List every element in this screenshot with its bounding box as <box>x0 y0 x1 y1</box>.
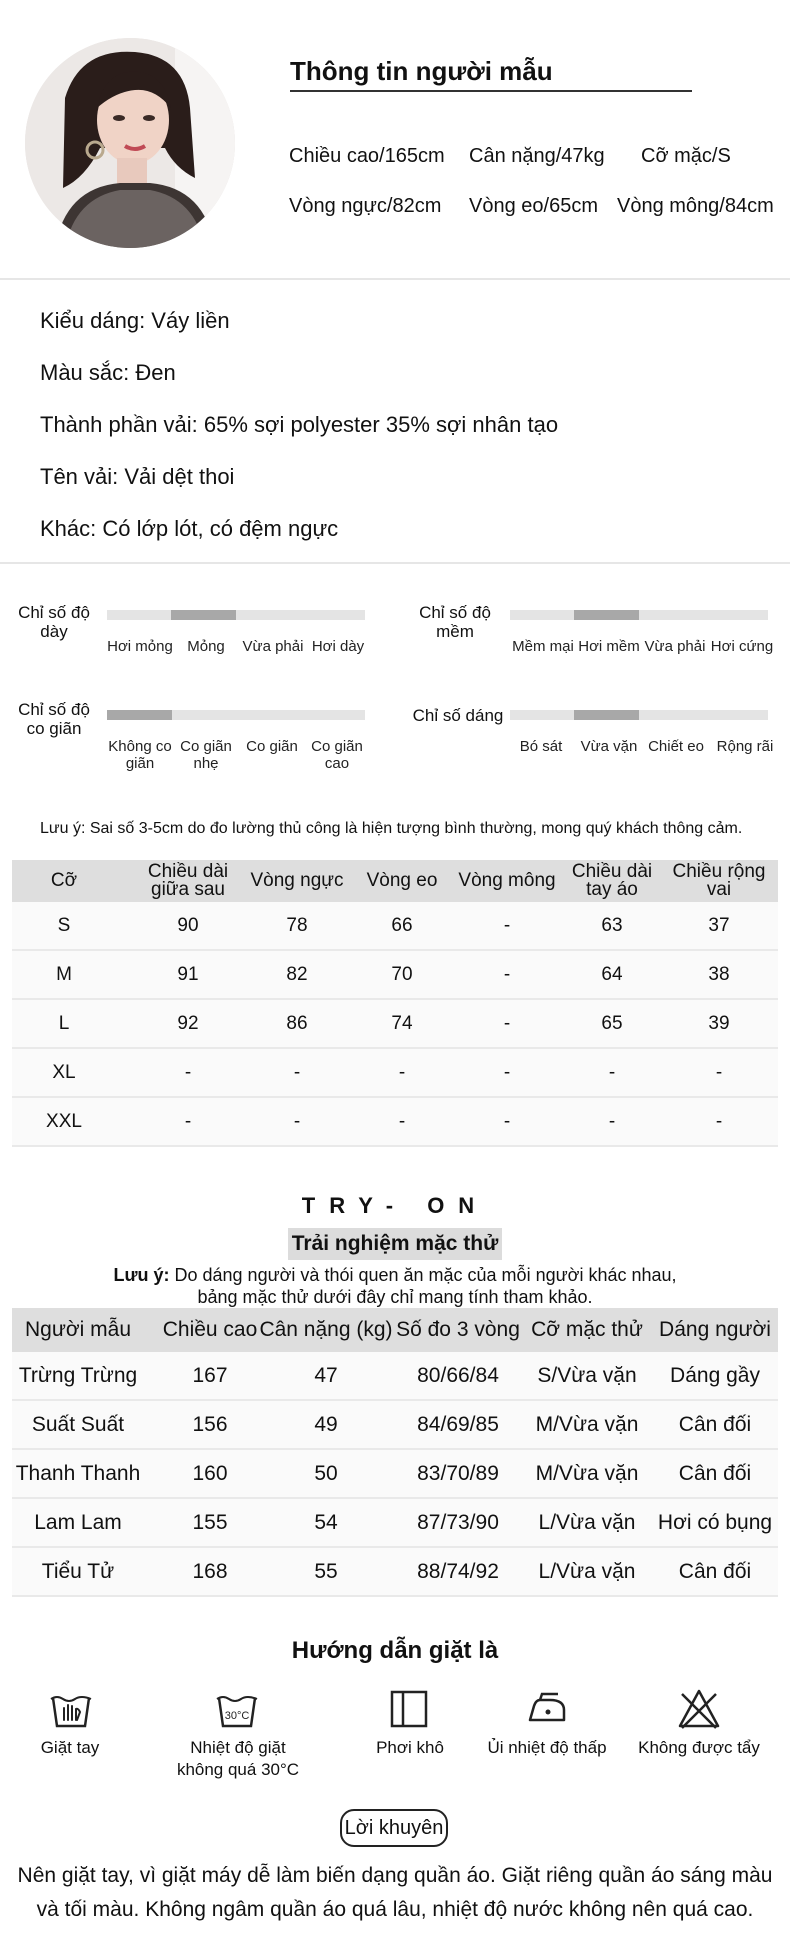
table-cell: M <box>56 963 72 985</box>
table-cell: - <box>608 1061 616 1083</box>
table-cell: L/Vừa vặn <box>538 1559 636 1583</box>
model-height: Chiều cao/165cm <box>289 145 445 167</box>
thickness-option: Vừa phải <box>242 638 304 655</box>
thickness-selected-fill <box>171 610 236 620</box>
header-cell: Chiều cao <box>162 1318 258 1341</box>
header-cell: Chiều rộng vai <box>672 861 766 900</box>
table-cell: Hơi có bụng <box>657 1510 773 1534</box>
stretch-selected-fill <box>107 710 172 720</box>
stretch-option: Co giãn <box>246 738 298 755</box>
product-color: Màu sắc: Đen <box>40 360 176 385</box>
table-cell: Suất Suất <box>31 1412 125 1436</box>
fit-option: Rộng rãi <box>716 738 774 755</box>
fit-option: Bó sát <box>519 738 563 755</box>
table-cell: 168 <box>192 1559 228 1583</box>
size-table-row <box>12 1098 778 1147</box>
table-cell: - <box>715 1110 723 1132</box>
stretch-option: Không co giãn <box>108 738 172 772</box>
size-table-header <box>12 860 778 902</box>
stretch-index-label: Chỉ số độ co giãn <box>18 700 90 738</box>
fit-option: Vừa vặn <box>580 738 638 755</box>
table-cell: 38 <box>708 963 730 985</box>
tryon-note-bold: Lưu ý: <box>113 1265 170 1285</box>
tryon-table-row <box>12 1401 778 1450</box>
table-cell: Cân đối <box>678 1412 752 1436</box>
product-fabric-name: Tên vải: Vải dệt thoi <box>40 464 235 489</box>
wash-guide-title: Hướng dẫn giặt là <box>291 1637 499 1664</box>
table-cell: 84/69/85 <box>417 1412 499 1436</box>
header-cell: Vòng ngực <box>250 870 344 891</box>
header-cell: Cân nặng (kg) <box>259 1318 393 1341</box>
product-other: Khác: Có lớp lót, có đệm ngực <box>40 516 339 541</box>
tryon-subtitle: Trải nghiệm mặc thử <box>288 1228 502 1260</box>
table-cell: Cân đối <box>678 1461 752 1485</box>
header-cell: Vòng mông <box>458 870 556 891</box>
no-bleach-icon <box>676 1686 722 1732</box>
table-cell: 80/66/84 <box>417 1363 499 1387</box>
size-table-row <box>12 902 778 951</box>
table-cell: - <box>503 1061 511 1083</box>
table-cell: - <box>715 1061 723 1083</box>
model-waist: Vòng eo/65cm <box>469 195 598 217</box>
wash-label: Ủi nhiệt độ thấp <box>487 1738 607 1757</box>
table-cell: 70 <box>391 963 413 985</box>
wash-30-icon <box>214 1686 260 1732</box>
size-table-row <box>12 1049 778 1098</box>
table-cell: 155 <box>192 1510 228 1534</box>
tryon-table <box>12 1308 778 1598</box>
softness-option: Hơi mềm <box>578 638 640 655</box>
table-cell: 65 <box>601 1012 623 1034</box>
header-cell: Cỡ mặc thử <box>531 1318 643 1341</box>
thickness-index-label: Chỉ số độ dày <box>18 603 90 641</box>
tryon-note-text: Do dáng người và thói quen ăn mặc của mỗi người khác nhau, <box>169 1265 677 1285</box>
softness-track <box>510 610 768 620</box>
table-cell: Trừng Trừng <box>18 1363 138 1387</box>
wash-label: Phơi khô <box>376 1738 444 1757</box>
stretch-option: Co giãn cao <box>311 738 363 772</box>
table-cell: M/Vừa vặn <box>535 1412 639 1436</box>
table-cell: 87/73/90 <box>417 1510 499 1534</box>
model-info-title: Thông tin người mẫu <box>290 56 553 86</box>
tryon-table-row <box>12 1450 778 1499</box>
table-cell: M/Vừa vặn <box>535 1461 639 1485</box>
table-cell: 47 <box>314 1363 338 1387</box>
tryon-table-row <box>12 1548 778 1597</box>
header-cell: Chiều dài tay áo <box>571 861 653 900</box>
softness-option: Vừa phải <box>644 638 706 655</box>
table-cell: 49 <box>314 1412 338 1436</box>
model-bust: Vòng ngực/82cm <box>289 195 442 217</box>
model-size: Cỡ mặc/S <box>641 145 731 167</box>
table-cell: 167 <box>192 1363 228 1387</box>
header-cell: Số đo 3 vòng <box>396 1318 520 1341</box>
thickness-option: Hơi dày <box>311 638 365 655</box>
tryon-table-row <box>12 1499 778 1548</box>
softness-index-label: Chỉ số độ mềm <box>419 603 491 641</box>
section-divider <box>0 562 790 564</box>
product-style: Kiểu dáng: Váy liền <box>40 308 230 333</box>
model-avatar <box>25 38 235 248</box>
header-cell: Vòng eo <box>366 870 438 891</box>
size-note: Lưu ý: Sai số 3-5cm do đo lường thủ công là hiện tượng bình thường, mong quý khách thông cảm. <box>40 820 743 837</box>
table-cell: - <box>293 1110 301 1132</box>
tryon-note-line1 <box>0 1264 790 1286</box>
table-cell: S/Vừa vặn <box>537 1363 637 1387</box>
wash-label: không quá 30°C <box>176 1760 300 1779</box>
table-cell: - <box>398 1110 406 1132</box>
table-cell: Tiểu Tử <box>41 1559 115 1583</box>
table-cell: 83/70/89 <box>417 1461 499 1485</box>
table-cell: S <box>57 914 71 936</box>
table-cell: - <box>608 1110 616 1132</box>
table-cell: 50 <box>314 1461 338 1485</box>
size-table-row <box>12 951 778 1000</box>
title-underline <box>290 90 692 92</box>
section-divider <box>0 278 790 280</box>
table-cell: Lam Lam <box>34 1510 122 1534</box>
table-cell: 55 <box>314 1559 338 1583</box>
table-cell: Cân đối <box>678 1559 752 1583</box>
wash-30-badge: 30°C <box>224 1710 250 1722</box>
wash-label: Nhiệt độ giặt <box>190 1738 286 1757</box>
table-cell: 64 <box>601 963 623 985</box>
advice-title: Lời khuyên <box>340 1809 448 1847</box>
wash-label: Không được tẩy <box>638 1738 760 1757</box>
table-cell: XL <box>52 1061 76 1083</box>
fit-index-label: Chỉ số dáng <box>412 706 504 725</box>
header-cell: Chiều dài giữa sau <box>147 861 229 900</box>
table-cell: XXL <box>46 1110 82 1132</box>
model-info-section <box>0 0 790 278</box>
table-cell: - <box>503 1110 511 1132</box>
fit-option: Chiết eo <box>648 738 704 755</box>
size-table-row <box>12 1000 778 1049</box>
table-cell: - <box>503 1012 511 1034</box>
iron-low-icon <box>524 1686 570 1732</box>
tryon-table-row <box>12 1352 778 1401</box>
table-cell: Thanh Thanh <box>15 1461 141 1485</box>
header-cell: Cỡ <box>50 870 78 891</box>
table-cell: 54 <box>314 1510 338 1534</box>
wash-label: Giặt tay <box>40 1738 100 1757</box>
table-cell: - <box>503 914 511 936</box>
fit-selected-fill <box>574 710 639 720</box>
table-cell: 82 <box>286 963 308 985</box>
model-weight: Cân nặng/47kg <box>469 145 605 167</box>
table-cell: 91 <box>177 963 199 985</box>
table-cell: 92 <box>177 1012 199 1034</box>
tryon-table-header <box>12 1308 778 1352</box>
table-cell: 160 <box>192 1461 228 1485</box>
table-cell: - <box>398 1061 406 1083</box>
table-cell: 39 <box>708 1012 730 1034</box>
table-cell: 78 <box>286 914 308 936</box>
table-cell: 156 <box>192 1412 228 1436</box>
table-cell: 63 <box>601 914 623 936</box>
advice-line1: Nên giặt tay, vì giặt máy dễ làm biến dạng quần áo. Giặt riêng quần áo sáng màu <box>17 1864 773 1887</box>
hand-wash-icon <box>48 1686 94 1732</box>
thickness-option: Hơi mỏng <box>107 638 173 655</box>
table-cell: 90 <box>177 914 199 936</box>
table-cell: 66 <box>391 914 413 936</box>
model-hip: Vòng mông/84cm <box>617 195 774 217</box>
softness-option: Hơi cứng <box>710 638 774 655</box>
table-cell: L <box>58 1012 70 1034</box>
table-cell: 86 <box>286 1012 308 1034</box>
thickness-option: Mỏng <box>187 638 225 655</box>
header-cell: Dáng người <box>659 1318 771 1341</box>
product-fabric: Thành phần vải: 65% sợi polyester 35% sợi nhân tạo <box>40 412 559 437</box>
table-cell: L/Vừa vặn <box>538 1510 636 1534</box>
dry-flat-icon <box>386 1686 432 1732</box>
table-cell: 37 <box>708 914 730 936</box>
tryon-title: TRY- ON <box>301 1193 489 1218</box>
size-table <box>12 860 778 1150</box>
advice-line2: và tối màu. Không ngâm quần áo quá lâu, nhiệt độ nước không nên quá cao. <box>36 1898 754 1921</box>
table-cell: Dáng gầy <box>670 1363 760 1387</box>
tryon-note-line2: bảng mặc thử dưới đây chỉ mang tính tham khảo. <box>197 1287 593 1307</box>
table-cell: - <box>184 1061 192 1083</box>
table-cell: - <box>184 1110 192 1132</box>
softness-option: Mềm mại <box>512 638 574 655</box>
fit-track <box>510 710 768 720</box>
table-cell: - <box>503 963 511 985</box>
stretch-option: Co giãn nhẹ <box>180 738 232 772</box>
thickness-track <box>107 610 365 620</box>
softness-selected-fill <box>574 610 639 620</box>
table-cell: 88/74/92 <box>417 1559 499 1583</box>
model-photo-illustration <box>25 38 235 248</box>
table-cell: - <box>293 1061 301 1083</box>
header-cell: Người mẫu <box>24 1318 132 1341</box>
table-cell: 74 <box>391 1012 413 1034</box>
